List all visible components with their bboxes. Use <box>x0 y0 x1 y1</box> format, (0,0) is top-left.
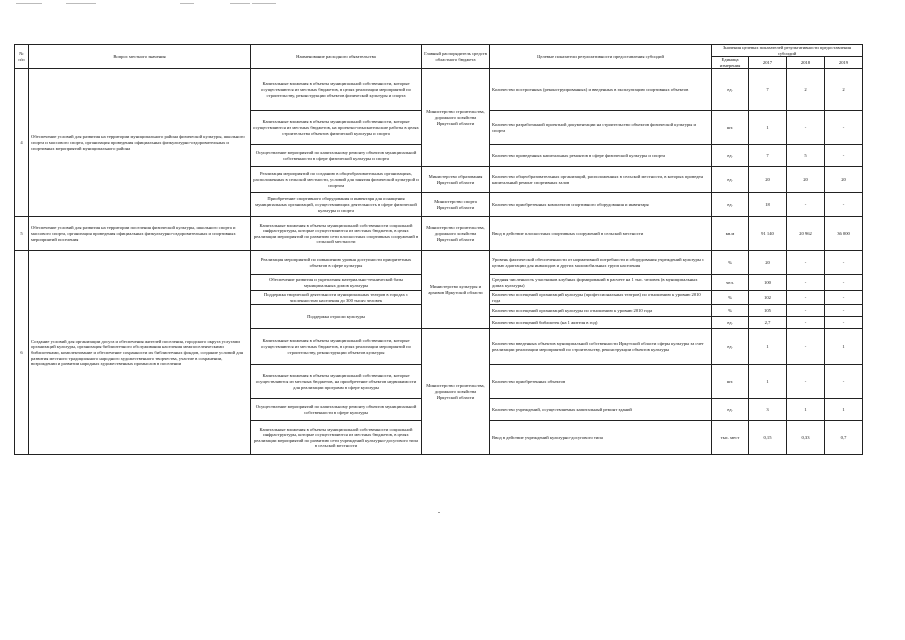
obligation-cell: Поддержка отрасли культуры <box>251 305 422 329</box>
value-2019: - <box>825 365 863 399</box>
value-2017: 20 <box>749 167 787 193</box>
obligation-cell: Приобретение спортивного оборудования и инвентаря для оснащения муниципальных организаций, осуществляющих деятельность в сфере физической культуры и спорта <box>251 193 422 217</box>
unit-cell: шт. <box>712 111 749 145</box>
obligation-cell: Поддержка творческой деятельности муниципальных театров в городах с численностью населения до 300 тысяч человек <box>251 291 422 305</box>
indicator-cell: Количество разработанной проектной документации на строительство объектов физической культуры и спорта <box>490 111 712 145</box>
obligation-cell: Капитальные вложения в объекты муниципальной собственности, которые осуществляются из местных бюджетов, на проектно-изыскательские работы в целях строительства объектов физической культуры и спорта <box>251 111 422 145</box>
indicator-cell: Уровень фактической обеспеченности от нормативной потребности и оборудования учреждений культуры с целью адаптации для инвалидов и других маломобильных групп населения <box>490 251 712 275</box>
value-2018: - <box>787 111 825 145</box>
value-2018: 0,33 <box>787 421 825 455</box>
unit-cell: % <box>712 291 749 305</box>
value-2017: 0,15 <box>749 421 787 455</box>
value-2018: - <box>787 291 825 305</box>
value-2018: 5 <box>787 145 825 167</box>
unit-cell: ед. <box>712 193 749 217</box>
value-2017: 7 <box>749 69 787 111</box>
subsidy-indicators-table <box>14 44 863 455</box>
unit-cell: тыс. мест <box>712 421 749 455</box>
value-2019: - <box>825 193 863 217</box>
indicator-cell: Количество посещений организаций культуры (профессиональных театров) по отношению к уровню 2010 года <box>490 291 712 305</box>
value-2019: 2 <box>825 69 863 111</box>
indicator-cell: Количество общеобразовательных организаций, расположенных в сельской местности, в которых проведен капитальный ремонт спортивных залов <box>490 167 712 193</box>
manager-cell: Министерство спорта Иркутской области <box>422 193 490 217</box>
indicator-cell: Количество учреждений, осуществляемых капитальный ремонт зданий <box>490 399 712 421</box>
value-2018: - <box>787 275 825 291</box>
value-2017: 102 <box>749 291 787 305</box>
unit-cell: ед. <box>712 69 749 111</box>
unit-cell: ед. <box>712 399 749 421</box>
indicator-cell: Количество посещений организаций культуры по отношению к уровню 2010 года <box>490 305 712 317</box>
header-row-1 <box>15 45 863 57</box>
obligation-cell: Осуществление мероприятий по капитальному ремонту объектов муниципальной собственности в сфере физической культуры и спорта <box>251 145 422 167</box>
indicator-cell: Количество приобретенных объектов <box>490 365 712 399</box>
header-indicators: Целевые показатели результативности предоставления субсидий <box>490 45 712 69</box>
unit-cell: ед. <box>712 145 749 167</box>
indicator-cell: Количество введенных объектов муниципальной собственности Иркутской области сферы культуры за счет реализации реализации мероприятий по строительству, реконструкции объектов культуры <box>490 329 712 365</box>
obligation-cell: Капитальные вложения в объекты муниципальной собственности, которые осуществляются из местных бюджетов, на приобретение объектов недвижимости для реализации программ в сфере культуры <box>251 365 422 399</box>
unit-cell: ед. <box>712 167 749 193</box>
obligation-cell: Капитальные вложения в объекты муниципальной собственности социальной инфраструктуры, которые осуществляются из местных бюджетов, в целях реализации мероприятий по развитию сети учреждений культурно-досугового типа в сельской местности <box>251 421 422 455</box>
value-2018: 20 962 <box>787 217 825 251</box>
row-number: 4 <box>15 69 29 217</box>
header-obligation: Наименование расходного обязательства <box>251 45 422 69</box>
obligation-cell: Реализация мероприятий по повышению уровня доступности приоритетных объектов в сфере культуры <box>251 251 422 275</box>
value-2017: 2,7 <box>749 317 787 329</box>
unit-cell: ед. <box>712 317 749 329</box>
value-2017: 100 <box>749 275 787 291</box>
header-year-2018: 2018 <box>787 57 825 69</box>
value-2018: - <box>787 365 825 399</box>
value-2018: - <box>787 251 825 275</box>
unit-cell: % <box>712 305 749 317</box>
row-number: 5 <box>15 217 29 251</box>
local-issue: Обеспечение условий для развития на территории поселения физической культуры, школьного спорта и массового спорта, организация проведения официальных физкультурно-оздоровительных и спортивных мероприятий поселения <box>29 217 251 251</box>
indicator-cell: Ввод в действие плоскостных спортивных сооружений в сельской местности <box>490 217 712 251</box>
header-year-2019: 2019 <box>825 57 863 69</box>
manager-cell: Министерство культуры и архивов Иркутской области <box>422 251 490 329</box>
manager-cell: Министерство строительства, дорожного хозяйства Иркутской области <box>422 329 490 455</box>
value-2017: 3 <box>749 399 787 421</box>
value-2017: 20 <box>749 251 787 275</box>
local-issue: Обеспечение условий для развития на территории муниципального района физической культуры, школьного спорта и массового спорта, организация проведения официальных физкультурно-оздоровительных и спортивных мероприятий муниципального района <box>29 69 251 217</box>
indicator-cell: Количество построенных (реконструированных) и введенных в эксплуатацию спортивных объектов <box>490 69 712 111</box>
value-2017: 18 <box>749 193 787 217</box>
value-2018: - <box>787 305 825 317</box>
header-num: № п/п <box>15 45 29 69</box>
header-unit: Единица измерения <box>712 57 749 69</box>
value-2018: - <box>787 329 825 365</box>
value-2018: 1 <box>787 399 825 421</box>
value-2019: - <box>825 145 863 167</box>
value-2018: - <box>787 317 825 329</box>
indicator-cell: Средняя численность участников клубных формирований в расчете на 1 тыс. человек (в муниципальных домах культуры) <box>490 275 712 291</box>
manager-cell: Министерство образования Иркутской области <box>422 167 490 193</box>
unit-cell: % <box>712 251 749 275</box>
indicator-cell: Ввод в действие учреждений культурно-досугового типа <box>490 421 712 455</box>
unit-cell: чел. <box>712 275 749 291</box>
value-2017: 105 <box>749 305 787 317</box>
header-issue: Вопрос местного значения <box>29 45 251 69</box>
value-2019: - <box>825 291 863 305</box>
value-2019: - <box>825 111 863 145</box>
obligation-cell: Капитальные вложения в объекты муниципальной собственности социальной инфраструктуры, которые осуществляются из местных бюджетов, в целях реализации мероприятий по развитию сети плоскостных спортивных сооружений в сельской местности <box>251 217 422 251</box>
indicator-cell: Количество посещений библиотек (на 1 жителя в год) <box>490 317 712 329</box>
unit-cell: ед. <box>712 329 749 365</box>
value-2019: - <box>825 275 863 291</box>
table-row <box>15 251 863 275</box>
obligation-cell: Реализация мероприятий по созданию в общеобразовательных организациях, расположенных в сельской местности, условий для занятия физической культурой и спортом <box>251 167 422 193</box>
value-2018: 20 <box>787 167 825 193</box>
indicator-cell: Количество проведенных капитальных ремонтов в сфере физической культуры и спорта <box>490 145 712 167</box>
obligation-cell: Обеспечение развития и укрепления материально-технической базы муниципальных домов культуры <box>251 275 422 291</box>
local-issue: Создание условий для организации досуга и обеспечения жителей поселения, городского округа услугами организаций культуры, организация библиотечного обслуживания населения межпоселенческими библиотеками, комплектование и обеспечение сохранности их библиотечных фондов, создание условий для развития местного традиционного народного художественного творчества, участие в сохранении, возрождении и развитии народных художественных промыслов в поселении <box>29 251 251 455</box>
table-row <box>15 69 863 111</box>
obligation-cell: Капитальные вложения в объекты муниципальной собственности, которые осуществляются из местных бюджетов, в целях реализации мероприятий по строительству, реконструкции объектов физической культуры и спорта <box>251 69 422 111</box>
value-2019: - <box>825 251 863 275</box>
scan-smudge <box>438 512 440 513</box>
header-values-group: Значения целевых показателей результативности предоставления субсидий <box>712 45 863 57</box>
scan-artifacts <box>0 0 905 10</box>
obligation-cell: Осуществление мероприятий по капитальному ремонту объектов муниципальной собственности в сфере культуры <box>251 399 422 421</box>
value-2019: 1 <box>825 399 863 421</box>
header-manager: Главный распорядитель средств областного бюджета <box>422 45 490 69</box>
header-year-2017: 2017 <box>749 57 787 69</box>
row-number: 6 <box>15 251 29 455</box>
value-2019: 1 <box>825 329 863 365</box>
value-2019: 0,7 <box>825 421 863 455</box>
obligation-cell: Капитальные вложения в объекты муниципальной собственности, которые осуществляются из местных бюджетов, в целях реализации мероприятий по строительству, реконструкции объектов культуры <box>251 329 422 365</box>
value-2017: 1 <box>749 365 787 399</box>
table-row <box>15 217 863 251</box>
manager-cell: Министерство строительства, дорожного хозяйства Иркутской области <box>422 217 490 251</box>
value-2017: 91 140 <box>749 217 787 251</box>
manager-cell: Министерство строительства, дорожного хозяйства Иркутской области <box>422 69 490 167</box>
value-2019: 36 000 <box>825 217 863 251</box>
value-2019: - <box>825 317 863 329</box>
unit-cell: кв.м <box>712 217 749 251</box>
value-2018: 2 <box>787 69 825 111</box>
indicator-cell: Количество приобретенных комплектов спортивного оборудования и инвентаря <box>490 193 712 217</box>
unit-cell: шт. <box>712 365 749 399</box>
value-2018: - <box>787 193 825 217</box>
value-2017: 1 <box>749 111 787 145</box>
value-2019: 20 <box>825 167 863 193</box>
document-page <box>14 44 862 455</box>
value-2017: 7 <box>749 145 787 167</box>
value-2017: 1 <box>749 329 787 365</box>
value-2019: - <box>825 305 863 317</box>
